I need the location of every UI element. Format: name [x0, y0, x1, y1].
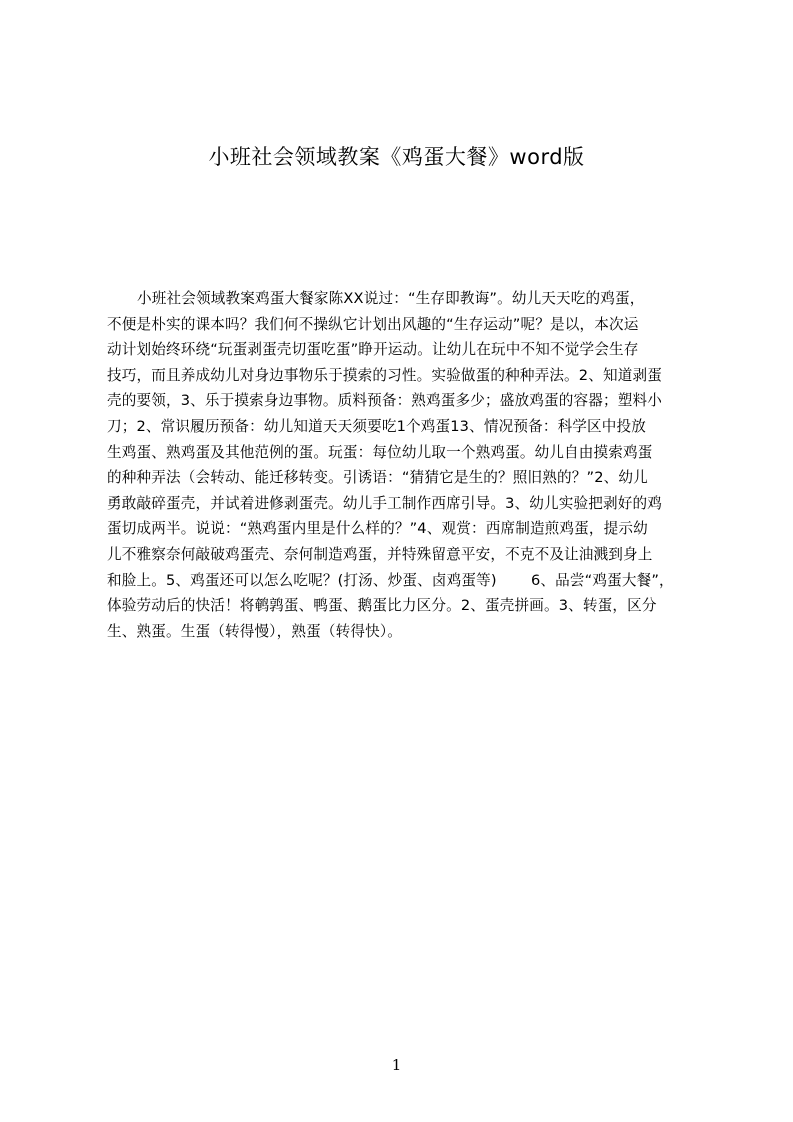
body-line: 儿不雅察奈何敲破鸡蛋壳、奈何制造鸡蛋，并特殊留意平安，不克不及让油溅到身上 [107, 545, 653, 563]
body-line: 技巧，而且养成幼儿对身边事物乐于摸索的习性。实验做蛋的种种弄法。2、知道剥蛋 [107, 366, 662, 384]
body-line: 不便是朴实的课本吗？我们何不操纵它计划出风趣的“生存运动”呢？是以，本次运 [107, 315, 639, 333]
body-line: 的种种弄法（会转动、能迁移转变。引诱语：“猜猜它是生的？照旧熟的？”2、幼儿 [107, 469, 648, 487]
body-line: 生鸡蛋、熟鸡蛋及其他范例的蛋。玩蛋：每位幼儿取一个熟鸡蛋。幼儿自由摸索鸡蛋 [107, 443, 653, 461]
body-line: 和脸上。5、鸡蛋还可以怎么吃呢？(打汤、炒蛋、卤鸡蛋等) 6、品尝“鸡蛋大餐”， [107, 571, 674, 589]
body-line: 蛋切成两半。说说：“熟鸡蛋内里是什么样的？”4、观赏：西席制造煎鸡蛋，提示幼 [107, 520, 648, 538]
document-body [107, 286, 697, 644]
body-line: 壳的要领，3、乐于摸索身边事物。质料预备：熟鸡蛋多少；盛放鸡蛋的容器；塑料小 [107, 392, 662, 410]
body-line: 刀；2、常识履历预备：幼儿知道天天须要吃1个鸡蛋13、情况预备：科学区中投放 [107, 417, 647, 435]
body-line: 动计划始终环绕“玩蛋剥蛋壳切蛋吃蛋”睁开运动。让幼儿在玩中不知不觉学会生存 [107, 341, 639, 359]
body-line: 小班社会领域教案鸡蛋大餐家陈XX说过：“生存即教诲”。幼儿天天吃的鸡蛋， [137, 290, 645, 307]
page-number: 1 [391, 1056, 402, 1074]
body-line: 生、熟蛋。生蛋（转得慢），熟蛋（转得快）。 [107, 622, 403, 640]
document-title: 小班社会领域教案《鸡蛋大餐》word版 [208, 145, 585, 169]
body-line: 勇敢敲碎蛋壳，并试着进修剥蛋壳。幼儿手工制作西席引导。3、幼儿实验把剥好的鸡 [107, 494, 662, 512]
body-line: 体验劳动后的快活！将鹌鹑蛋、鸭蛋、鹅蛋比力区分。2、蛋壳拼画。3、转蛋，区分 [107, 597, 657, 615]
